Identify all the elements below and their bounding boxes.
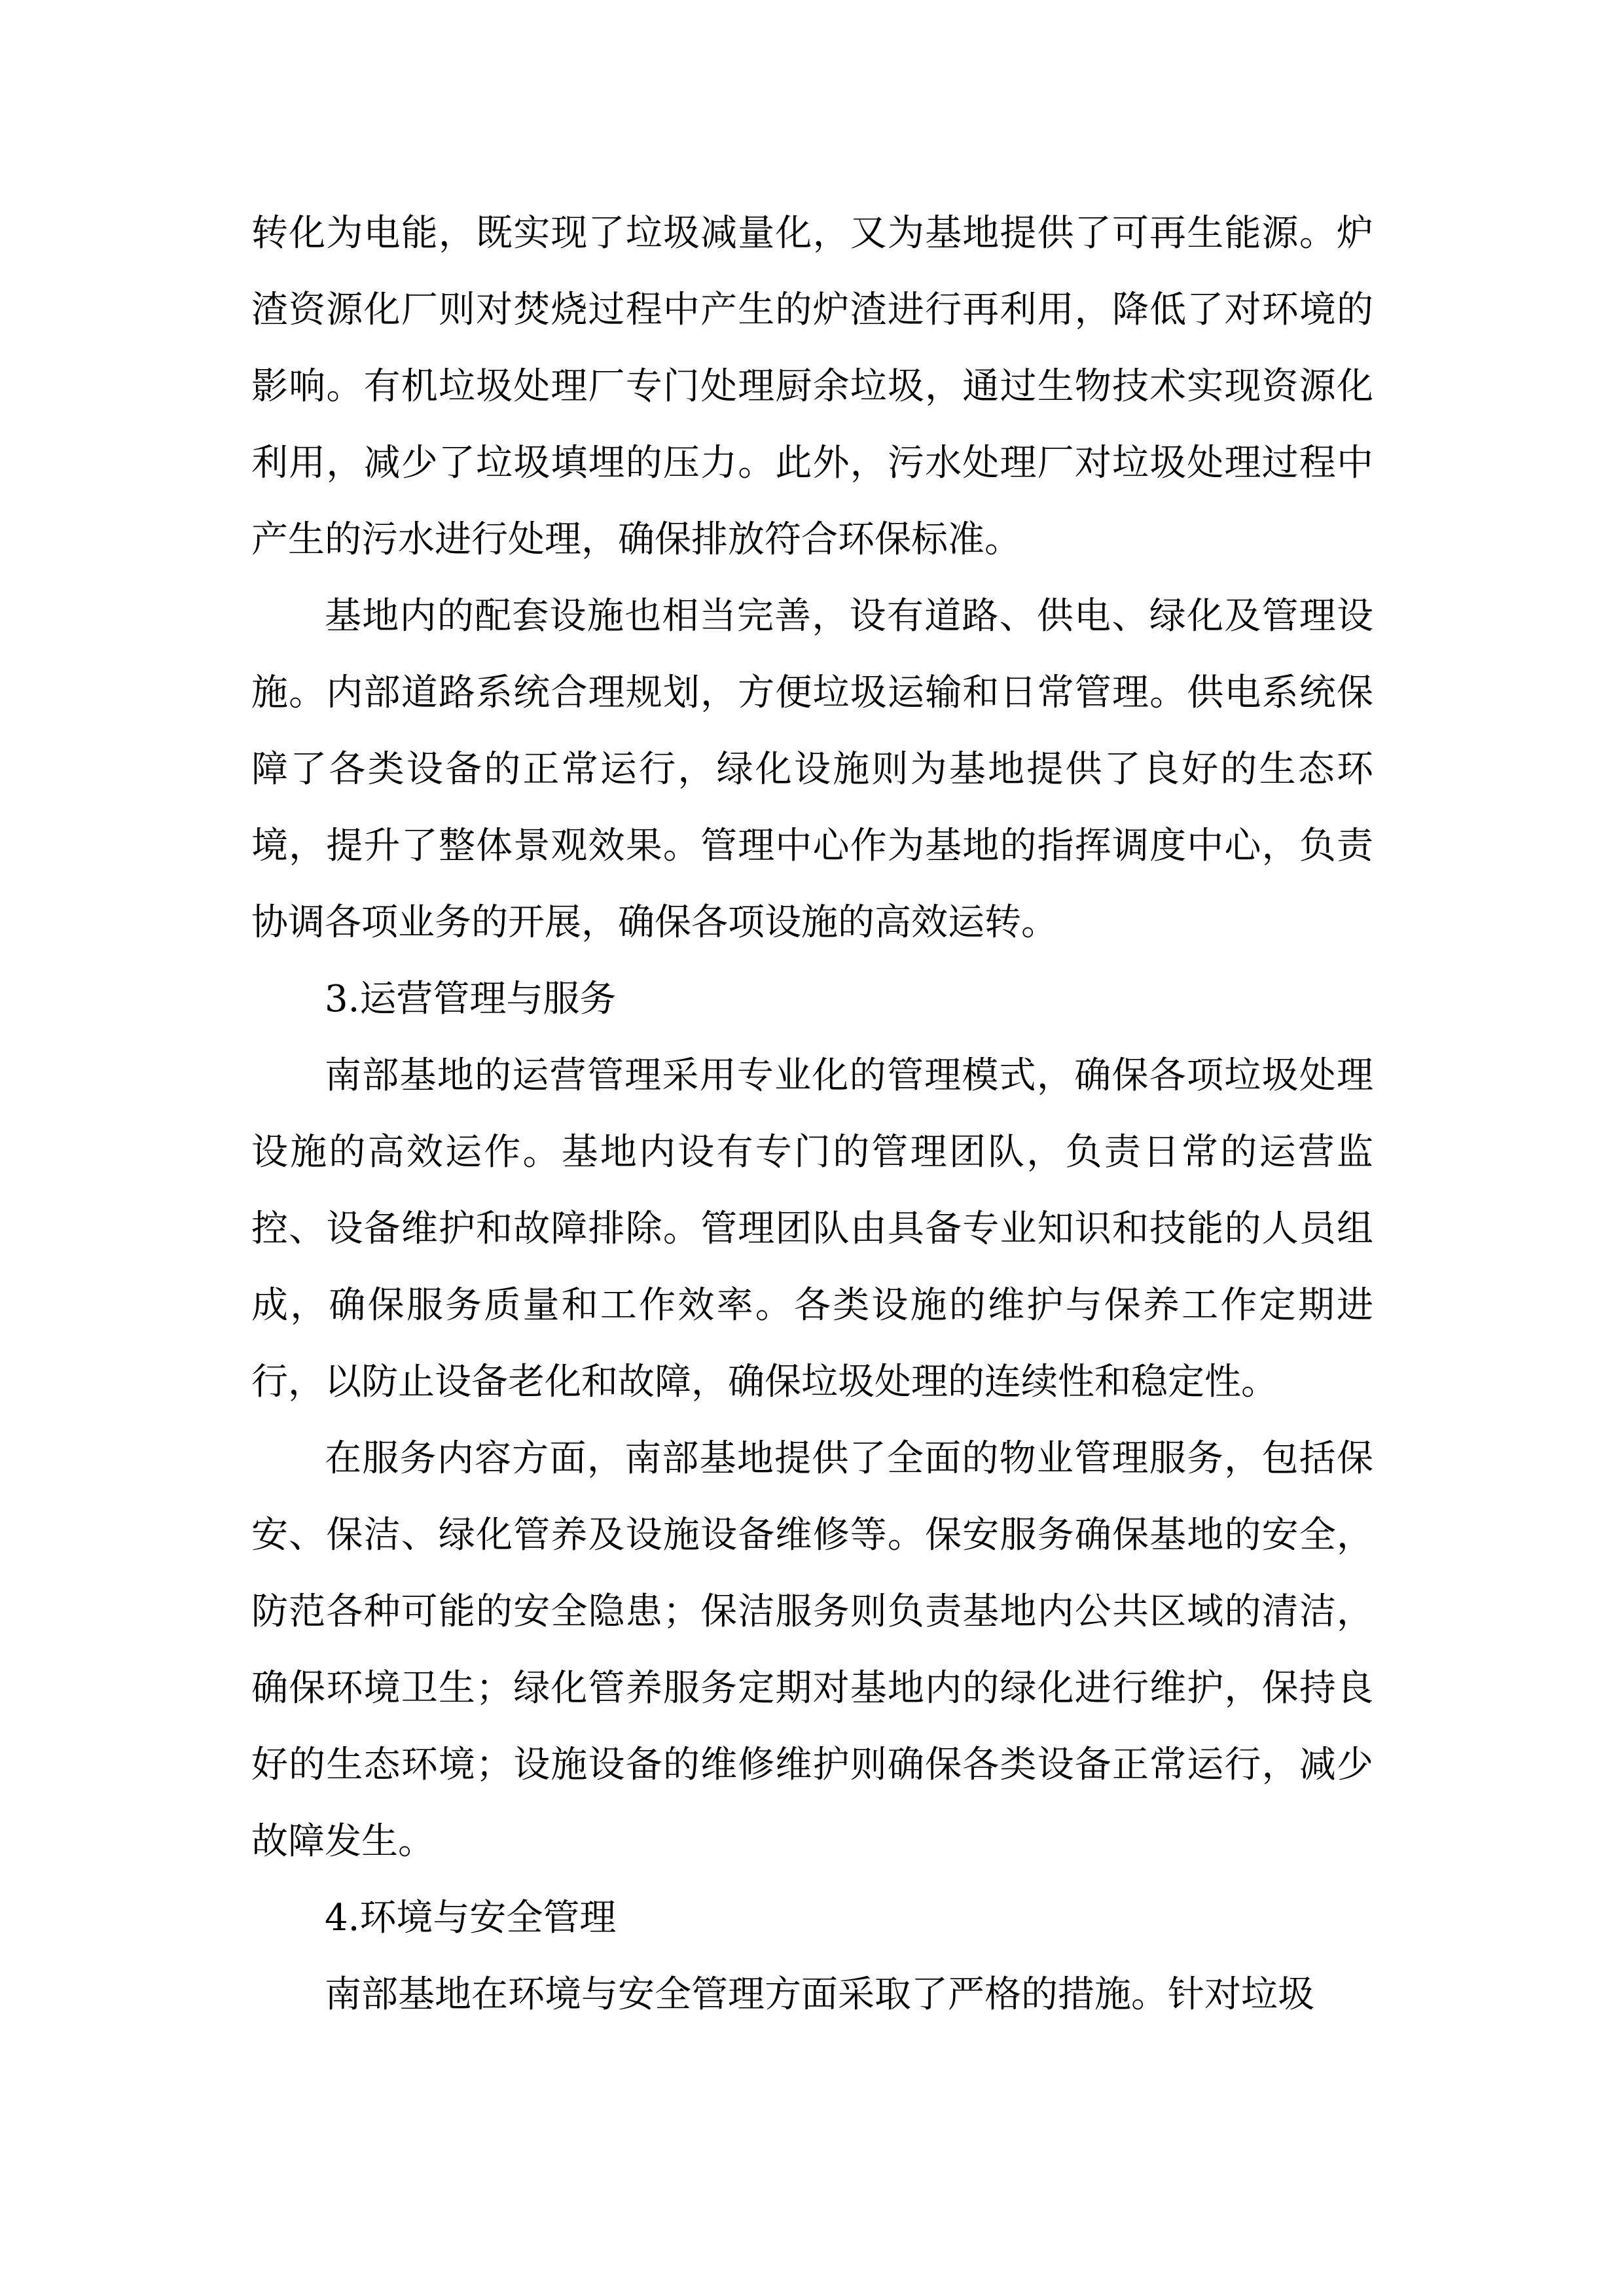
paragraph-supporting-facilities: 基地内的配套设施也相当完善，设有道路、供电、绿化及管理设施。内部道路系统合理规划，方便垃圾运输和日常管理。供电系统保障了各类设备的正常运行，绿化设施则为基地提供了良好的生态环境，提升了整体景观效果。管理中心作为基地的指挥调度中心，负责协调各项业务的开展，确保各项设施的高效运转。	[251, 595, 1373, 944]
section-heading-environment-safety: 4.环境与安全管理	[325, 1897, 617, 1939]
paragraph-service-content: 在服务内容方面，南部基地提供了全面的物业管理服务，包括保安、保洁、绿化管养及设施设备维修等。保安服务确保基地的安全，防范各种可能的安全隐患；保洁服务则负责基地内公共区域的清洁，确保环境卫生；绿化管养服务定期对基地内的绿化进行维护，保持良好的生态环境；设施设备的维修维护则确保各类设备正常运行，减少故障发生。	[251, 1437, 1373, 1863]
paragraph-environment-safety: 南部基地在环境与安全管理方面采取了严格的措施。针对垃圾	[325, 1973, 1314, 2016]
section-heading-operations: 3.运营管理与服务	[325, 978, 617, 1020]
paragraph-operations-management: 南部基地的运营管理采用专业化的管理模式，确保各项垃圾处理设施的高效运作。基地内设有专门的管理团队，负责日常的运营监控、设备维护和故障排除。管理团队由具备专业知识和技能的人员组成，确保服务质量和工作效率。各类设施的维护与保养工作定期进行，以防止设备老化和故障，确保垃圾处理的连续性和稳定性。	[251, 1054, 1373, 1403]
paragraph-continuation: 转化为电能，既实现了垃圾减量化，又为基地提供了可再生能源。炉渣资源化厂则对焚烧过程中产生的炉渣进行再利用，降低了对环境的影响。有机垃圾处理厂专门处理厨余垃圾，通过生物技术实现资源化利用，减少了垃圾填埋的压力。此外，污水处理厂对垃圾处理过程中产生的污水进行处理，确保排放符合环保标准。	[251, 212, 1373, 561]
document-body	[251, 195, 1373, 2033]
